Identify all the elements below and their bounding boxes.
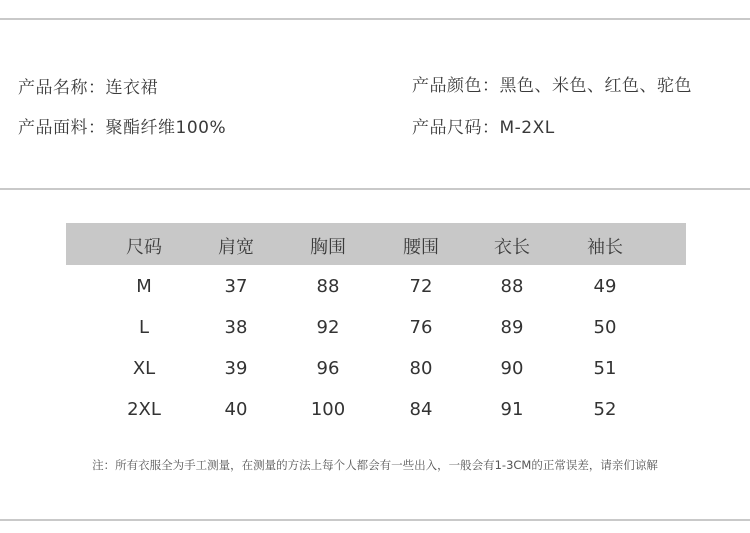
table-row [66,265,686,306]
product-name-label: 产品名称： [18,78,106,98]
table-cell: L [138,317,150,338]
table-cell: 96 [316,358,340,379]
table-cell: 52 [593,399,617,420]
table-cell: 88 [500,276,524,297]
table-cell: 50 [593,317,617,338]
product-fabric-value: 聚酯纤维100% [105,118,227,138]
header-sleeve: 袖长 [587,237,623,258]
bottom-divider [0,519,750,521]
table-cell: 37 [224,276,248,297]
header-length: 衣长 [494,237,530,258]
table-cell: 84 [409,399,433,420]
table-cell: XL [132,358,156,379]
table-cell: 88 [316,276,340,297]
product-size [412,113,555,138]
table-cell: 40 [224,399,248,420]
header-shoulder: 肩宽 [218,237,254,258]
header-waist: 腰围 [403,237,439,258]
table-cell: 39 [224,358,248,379]
table-cell: 100 [310,399,346,420]
middle-divider [0,188,750,190]
product-color [412,71,692,96]
table-cell: 49 [593,276,617,297]
table-cell: M [136,276,152,297]
top-divider [0,18,750,20]
product-fabric [18,113,226,138]
table-cell: 80 [409,358,433,379]
product-color-label: 产品颜色： [412,76,500,96]
table-row [66,388,686,429]
table-cell: 51 [593,358,617,379]
table-row [66,306,686,347]
table-cell: 90 [500,358,524,379]
table-cell: 76 [409,317,433,338]
size-table [66,223,686,429]
product-name-value: 连衣裙 [105,78,158,98]
table-cell: 2XL [127,399,161,420]
table-cell: 91 [500,399,524,420]
table-row [66,347,686,388]
measurement-note: 注：所有衣服全为手工测量，在测量的方法上每个人都会有一些出入，一般会有1-3CM的正常误差，请亲们谅解 [92,458,658,472]
product-fabric-label: 产品面料： [18,118,106,138]
product-name [18,73,158,98]
size-table-header [66,223,686,265]
table-cell: 38 [224,317,248,338]
header-size: 尺码 [126,237,162,258]
header-bust: 胸围 [310,237,346,258]
product-size-label: 产品尺码： [412,118,500,138]
product-color-value: 黑色、米色、红色、驼色 [499,76,692,96]
table-cell: 89 [500,317,524,338]
table-cell: 92 [316,317,340,338]
table-cell: 72 [409,276,433,297]
product-size-value: M-2XL [499,118,555,138]
